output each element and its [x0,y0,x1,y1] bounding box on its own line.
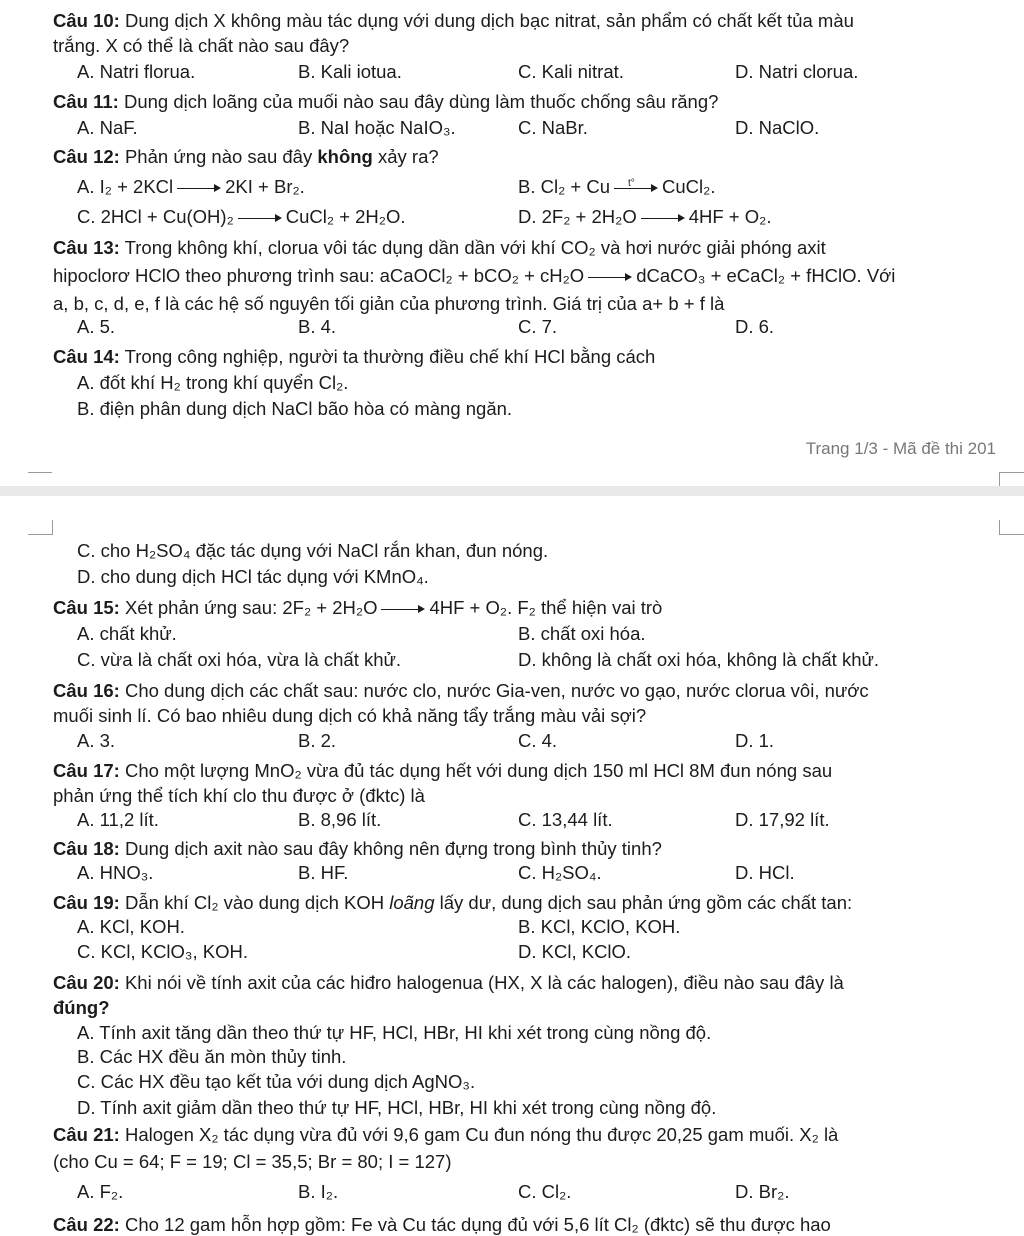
q15-option-b[interactable]: B. chất oxi hóa. [518,623,646,644]
q19-label: Câu 19: [53,892,120,913]
q18-option-a[interactable]: A. HNO₃. [77,862,154,883]
q11-stem [53,91,718,113]
q13-equation-left: hipoclorơ HClO theo phương trình sau: aCaOCl₂ + bCO₂ + cH₂O [53,265,585,286]
q17-option-c[interactable]: C. 13,44 lít. [518,809,613,830]
q15-option-c[interactable]: C. vừa là chất oxi hóa, vừa là chất khử. [77,649,402,670]
q12-a-reactants: A. I₂ + 2KCl [77,176,174,197]
q12-option-d[interactable] [518,206,771,228]
q12-b-reactants: B. Cl₂ + Cu [518,176,611,197]
page-corner-mark [999,520,1024,535]
q14-option-a[interactable]: A. đốt khí H₂ trong khí quyển Cl₂. [77,372,349,393]
q10-option-c[interactable]: C. Kali nitrat. [518,61,624,82]
q10-text: Dung dịch X không màu tác dụng với dung dịch bạc nitrat, sản phẩm có chất kết tủa màu [119,10,854,31]
q12-text1: Phản ứng nào sau đây [119,146,318,167]
q10-label: Câu 10: [53,10,120,31]
q14-option-d[interactable]: D. cho dung dịch HCl tác dụng với KMnO₄. [77,566,429,587]
reaction-arrow-icon [238,213,282,223]
q15-option-a[interactable]: A. chất khử. [77,623,177,644]
q15-equation-left: Xét phản ứng sau: 2F₂ + 2H₂O [119,597,378,618]
q14-option-b[interactable]: B. điện phân dung dịch NaCl bão hòa có màng ngăn. [77,398,513,419]
q17-option-a[interactable]: A. 11,2 lít. [77,809,159,830]
q15-equation-right: 4HF + O₂. F₂ thể hiện vai trò [429,597,663,618]
q19-text2: lấy dư, dung dịch sau phản ứng gồm các chất tan: [434,892,853,913]
q12-stem [53,146,439,168]
q18-option-b[interactable]: B. HF. [298,862,349,883]
q21-label: Câu 21: [53,1124,120,1145]
q18-stem [53,838,662,860]
q13-option-d[interactable]: D. 6. [735,316,775,337]
q21-option-d[interactable]: D. Br₂. [735,1181,790,1202]
q17-option-d[interactable]: D. 17,92 lít. [735,809,830,830]
q16-option-a[interactable]: A. 3. [77,730,116,751]
q12-d-products: 4HF + O₂. [688,206,772,227]
q10-option-d[interactable]: D. Natri clorua. [735,61,859,82]
q16-stem-line2: muối sinh lí. Có bao nhiêu dung dịch có khả năng tẩy trắng màu vải sợi? [53,705,647,726]
q20-stem-line1 [53,972,844,994]
q18-option-d[interactable]: D. HCl. [735,862,795,883]
page-corner-mark [28,472,52,487]
q12-emphasis: không [317,146,373,167]
q11-text: Dung dịch loãng của muối nào sau đây dùng làm thuốc chống sâu răng? [118,91,719,112]
q11-option-c[interactable]: C. NaBr. [518,117,588,138]
q19-option-b[interactable]: B. KCl, KClO, KOH. [518,916,681,937]
q12-option-b[interactable] [518,176,715,198]
q12-option-a[interactable] [77,176,305,198]
q14-option-c[interactable]: C. cho H₂SO₄ đặc tác dụng với NaCl rắn khan, đun nóng. [77,540,549,561]
q10-option-a[interactable]: A. Natri florua. [77,61,196,82]
q12-text2: xảy ra? [372,146,439,167]
q11-option-d[interactable]: D. NaClO. [735,117,820,138]
q19-emphasis: loãng [389,892,435,913]
q19-option-d[interactable]: D. KCl, KClO. [518,941,632,962]
q20-text1: Khi nói về tính axit của các hiđro halogenua (HX, X là các halogen), điều nào sau đây là [119,972,844,993]
q19-stem [53,892,852,914]
q19-text1: Dẫn khí Cl₂ vào dung dịch KOH [119,892,390,913]
page-separator [0,486,1024,496]
q20-stem-line2: đúng? [53,997,110,1018]
q15-label: Câu 15: [53,597,120,618]
q14-stem [53,346,655,368]
q10-stem-line1 [53,10,854,32]
q12-d-reactants: D. 2F₂ + 2H₂O [518,206,637,227]
page-footer: Trang 1/3 - Mã đề thi 201 [805,439,996,458]
q18-option-c[interactable]: C. H₂SO₄. [518,862,602,883]
q19-option-a[interactable]: A. KCl, KOH. [77,916,185,937]
q13-option-a[interactable]: A. 5. [77,316,116,337]
q20-option-c[interactable]: C. Các HX đều tạo kết tủa với dung dịch AgNO₃. [77,1071,476,1092]
q13-label: Câu 13: [53,237,120,258]
q12-b-products: CuCl₂. [662,176,716,197]
heat-condition: t° [628,178,635,190]
q13-option-c[interactable]: C. 7. [518,316,558,337]
q18-text: Dung dịch axit nào sau đây không nên đựng trong bình thủy tinh? [119,838,662,859]
q18-label: Câu 18: [53,838,120,859]
q20-option-a[interactable]: A. Tính axit tăng dần theo thứ tự HF, HCl, HBr, HI khi xét trong cùng nồng độ. [77,1022,712,1043]
q13-stem-line1 [53,237,826,259]
q21-option-a[interactable]: A. F₂. [77,1181,124,1202]
q15-stem [53,597,662,619]
q12-c-products: CuCl₂ + 2H₂O. [285,206,406,227]
q11-label: Câu 11: [53,91,119,112]
q16-option-d[interactable]: D. 1. [735,730,775,751]
q14-text: Trong công nghiệp, người ta thường điều chế khí HCl bằng cách [119,346,656,367]
reaction-arrow-icon [177,183,221,193]
q17-option-b[interactable]: B. 8,96 lít. [298,809,382,830]
q13-stem-line3: a, b, c, d, e, f là các hệ số nguyên tối giản của phương trình. Giá trị của a+ b + f là [53,293,725,314]
q12-label: Câu 12: [53,146,120,167]
page-corner-mark [999,472,1024,487]
q16-stem-line1 [53,680,869,702]
reaction-arrow-icon [641,213,685,223]
q19-option-c[interactable]: C. KCl, KClO₃, KOH. [77,941,248,962]
q20-option-d[interactable]: D. Tính axit giảm dần theo thứ tự HF, HCl, HBr, HI khi xét trong cùng nồng độ. [77,1097,717,1118]
q11-option-a[interactable]: A. NaF. [77,117,138,138]
q10-stem-line2: trắng. X có thể là chất nào sau đây? [53,35,350,56]
q21-text1: Halogen X₂ tác dụng vừa đủ với 9,6 gam Cu đun nóng thu được 20,25 gam muối. X₂ là [119,1124,839,1145]
q20-option-b[interactable]: B. Các HX đều ăn mòn thủy tinh. [77,1046,347,1067]
q11-option-b[interactable]: B. NaI hoặc NaIO₃. [298,117,456,138]
q17-label: Câu 17: [53,760,120,781]
q16-text1: Cho dung dịch các chất sau: nước clo, nước Gia-ven, nước vo gạo, nước clorua vôi, nước [119,680,869,701]
q13-option-b[interactable]: B. 4. [298,316,337,337]
q13-equation-right: dCaCO₃ + eCaCl₂ + fHClO. Với [636,265,896,286]
q12-option-c[interactable] [77,206,406,228]
q17-text1: Cho một lượng MnO₂ vừa đủ tác dụng hết với dung dịch 150 ml HCl 8M đun nóng sau [119,760,833,781]
q17-stem-line2: phản ứng thể tích khí clo thu được ở (đktc) là [53,785,425,806]
q15-option-d[interactable]: D. không là chất oxi hóa, không là chất khử. [518,649,880,670]
q13-text1: Trong không khí, clorua vôi tác dụng dần dần với khí CO₂ và hơi nước giải phóng axit [119,237,826,258]
q21-option-c[interactable]: C. Cl₂. [518,1181,572,1202]
q22-stem-partial [53,1214,831,1236]
q16-label: Câu 16: [53,680,120,701]
q12-c-reactants: C. 2HCl + Cu(OH)₂ [77,206,234,227]
reaction-arrow-icon [614,178,658,193]
q10-option-b[interactable]: B. Kali iotua. [298,61,402,82]
q21-stem-line2: (cho Cu = 64; F = 19; Cl = 35,5; Br = 80; I = 127) [53,1151,452,1172]
q20-label: Câu 20: [53,972,120,993]
q22-text1: Cho 12 gam hỗn hợp gồm: Fe và Cu tác dụng đủ với 5,6 lít Cl₂ (đktc) sẽ thu được hao [119,1214,831,1235]
q14-label: Câu 14: [53,346,120,367]
q12-a-products: 2KI + Br₂. [225,176,305,197]
q22-label: Câu 22: [53,1214,120,1235]
q21-stem-line1 [53,1124,838,1146]
page-corner-mark [28,520,53,535]
q13-stem-line2 [53,265,895,287]
reaction-arrow-icon [588,272,632,282]
q16-option-b[interactable]: B. 2. [298,730,337,751]
reaction-arrow-icon [381,604,425,614]
q21-option-b[interactable]: B. I₂. [298,1181,339,1202]
q16-option-c[interactable]: C. 4. [518,730,558,751]
q17-stem-line1 [53,760,832,782]
